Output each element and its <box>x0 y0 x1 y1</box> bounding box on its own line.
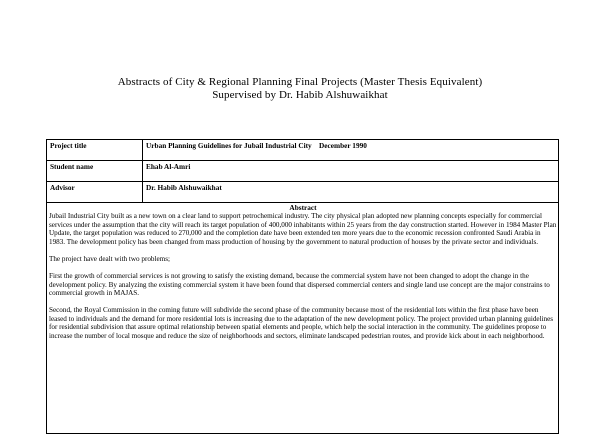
project-title-value: Urban Planning Guidelines for Jubail Industrial City December 1990 <box>143 140 559 161</box>
project-title-label: Project title <box>47 140 143 161</box>
advisor-value: Dr. Habib Alshuwaikhat <box>143 182 559 203</box>
table-row-advisor <box>47 182 559 203</box>
advisor-label: Advisor <box>47 182 143 203</box>
project-info-table <box>46 139 559 434</box>
abstract-cell <box>47 203 559 434</box>
abstract-paragraph-2: The project have dealt with two problems; <box>49 254 170 263</box>
abstract-paragraph-3: First the growth of commercial services is not growing to satisfy the existing demand, because the commercial system have not been changed to adopt the change in the development policy. By analyzing the existing commercial system it have been found that dispersed commercial centers and single land use concept are the major constrains to commercial growth in MAJAS. <box>49 271 550 298</box>
page-title <box>0 76 600 102</box>
abstract-paragraph-4: Second, the Royal Commission in the coming future will subdivide the second phase of the community because most of the residential lots within the first phase have been leased to individuals and the demand for more residential lots is increasing due to the adaptation of the new development policy. The project provided urban planning guidelines for residential subdivision that assure optimal relationship between spatial elements and people, which help the social interaction in the community. The guidelines propose to increase the number of local mosque and reduce the size of neighborhoods and sectors, eliminate landscaped pedestrian routes, and provide kick about in each neighborhood. <box>49 306 554 341</box>
abstract-paragraph-1: Jubail Industrial City built as a new town on a clear land to support petrochemical industry. The city physical plan adopted new planning concepts especially for commercial services under the assumption that the city will reach its target population of 400,000 inhabitants within 25 years from the day construction started. However in 1984 Master Plan Update, the target population was reduced to 270,000 and the completion date have been extended ten more years due to the economic recession confronted Saudi Arabia in 1983. The development policy has been changed from mass production of housing by the government to natural production of houses by the private sector and individuals. <box>49 212 557 246</box>
title-line-2: Supervised by Dr. Habib Alshuwaikhat <box>212 89 388 101</box>
table-row-student <box>47 161 559 182</box>
student-name-label: Student name <box>47 161 143 182</box>
table-row-abstract <box>47 203 559 434</box>
table-row-project-title <box>47 140 559 161</box>
title-line-1: Abstracts of City & Regional Planning Final Projects (Master Thesis Equivalent) <box>117 76 483 88</box>
abstract-heading: Abstract <box>289 203 317 212</box>
student-name-value: Ehab Al-Amri <box>143 161 559 182</box>
